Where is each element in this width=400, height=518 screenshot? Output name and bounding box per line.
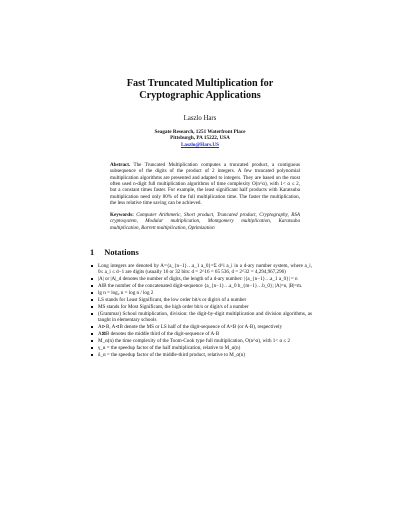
notation-item: δ_α = the speedup factor of the middle-third product, relative to M_α(n): [90, 352, 312, 358]
notation-item: M_α(n) the time complexity of the Toom-Cook type full multiplication, O(n^α), with 1< α ≤ 2: [90, 338, 312, 344]
notation-item: MS stands for Most Significant, the high order bit/s or digit/s of a number: [90, 304, 312, 310]
notation-item: A⊳B, A⊲B denote the MS or LS half of the digit-sequence of A×B (or A·B), respectively: [90, 324, 312, 330]
notation-item: Long integers are denoted by A={a_{n−1}…a_1 a_0}=Σ d^i a_i in a d-ary number system, where a_i, 0≤ a_i ≤ d−1 are digits (usually 16 or 32 bits: d = 2^16 = 65 536, d = 2^32 = 4,294,967,296): [90, 263, 312, 276]
paper-title: [0, 78, 400, 102]
notation-item: γ_α = the speedup factor of the half multiplication, relative to M_α(n): [90, 345, 312, 351]
email-link[interactable]: Laszlo@Hars.US: [180, 141, 220, 148]
affiliation-line-2: Pittsburgh, PA 15222, USA: [170, 135, 230, 142]
abstract-text: The Truncated Multiplication computes a truncated product, a contiguous subsequence of the digits of the product of 2 integers. A few truncated polynomial multiplication algorithms are presented and adapted to integers. They are based on the most often used n-digit full multiplication algorithms of time complexity O(n^α), with 1< α ≤ 2, but a constant times faster. For example, the least significant half products with Karatsuba multiplication need only 80% of the full multiplication time. The faster the multiplication, the less relative time saving can be achieved.: [110, 162, 301, 207]
notation-item: A⊠B denotes the middle third of the digit-sequence of A·B: [90, 331, 312, 337]
affiliation-line-1: Seagate Research, 1251 Waterfront Place: [154, 129, 246, 135]
title-line-2: Cryptographic Applications: [139, 90, 261, 101]
abstract-label: Abstract.: [110, 162, 131, 168]
notation-item: lg n = log₂ n = log n / log 2: [90, 290, 312, 296]
keywords-label: Keywords:: [110, 212, 134, 218]
abstract: [110, 162, 300, 206]
affiliation: [0, 129, 400, 148]
section-number: 1: [90, 248, 95, 257]
keywords-text: Computer Arithmetic, Short product, Truncated product, Cryptography, RSA cryptosystem, Modular multiplication, Montgomery multiplication, Karatsuba multiplication, Barrett multiplication, Optimization: [110, 212, 300, 231]
notation-list: [90, 263, 312, 359]
notation-item: A‖B the number of the concatenated digit-sequence {a_{n−1}…a_0 b_{m−1}…b_0}; |A|=n, |B|=m.: [90, 283, 312, 289]
notation-item: (Grammar) School multiplication, division: the digit-by-digit multiplication and division algorithms, as taught in elementary schools: [90, 311, 312, 324]
notation-item: |A| or |A|_d denotes the number of digits, the length of a d-ary number: |{a_{n−1}…a_1 a_0}| = n: [90, 276, 312, 282]
author-name: Laszlo Hars: [183, 115, 217, 122]
section-heading: [90, 248, 139, 257]
notation-item: LS stands for Least Significant, the low order bit/s or digit/s of a number: [90, 297, 312, 303]
keywords: [110, 212, 300, 231]
title-line-1: Fast Truncated Multiplication for: [126, 78, 274, 89]
section-title: Notations: [104, 248, 139, 257]
